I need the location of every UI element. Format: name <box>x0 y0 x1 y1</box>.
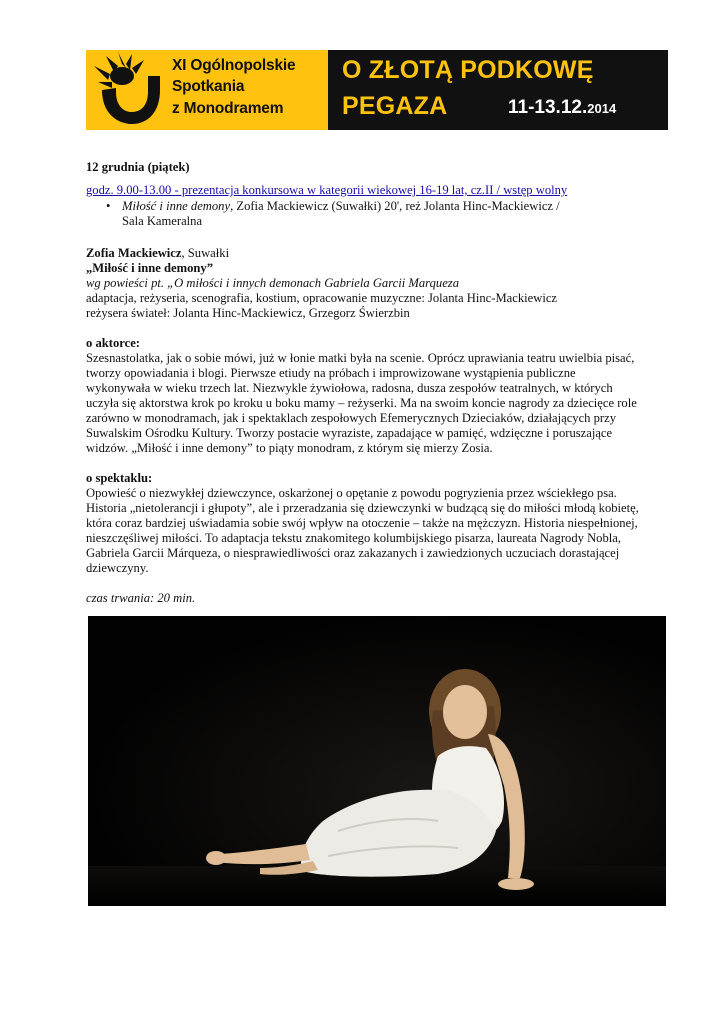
performer-city: , Suwałki <box>181 246 230 260</box>
performer-line <box>86 246 668 261</box>
text-line: Opowieść o niezwykłej dziewczynce, oskarżonej o opętanie z powodu pogryzienia przez wściekłego psa. <box>86 486 617 500</box>
text-line: która coraz bardziej uświadamia sobie swój wpływ na otoczenie – także na mężczyzn. Historia niespełnionej, <box>86 516 638 530</box>
list-item <box>106 199 668 229</box>
text-line: tworzy opowiadania i blogi. Pierwsze etiudy na próbach i improwizowane wystąpienia publiczne <box>86 366 576 380</box>
session-link[interactable]: godz. 9.00-13.00 - prezentacja konkursowa w kategorii wiekowej 16-19 lat, cz.II / wstęp wolny <box>86 183 568 197</box>
source-line: wg powieści pt. „O miłości i innych demonach Gabriela Garcii Marqueza <box>86 276 459 290</box>
about-actress-text <box>86 351 668 456</box>
festival-banner <box>86 50 668 130</box>
list-item-details: , Zofia Mackiewicz (Suwałki) 20', reż Jolanta Hinc-Mackiewicz / <box>230 199 560 213</box>
text-line: dziewczyny. <box>86 561 149 575</box>
text-line: wykonywała w wieku trzech lat. Niezwykle żywiołowa, radosna, dusza zespołów teatralnych, w których <box>86 381 613 395</box>
text-line: uczyła się aktorstwa krok po kroku u boku mamy – reżyserki. Ma na swoim koncie nagrody za dziecięce role <box>86 396 637 410</box>
horseshoe-wing-logo-icon <box>88 52 168 128</box>
banner-headline: O ZŁOTĄ PODKOWĘ <box>342 56 594 84</box>
credits-line-2: reżysera świateł: Jolanta Hinc-Mackiewicz, Grzegorz Świerzbin <box>86 306 410 320</box>
text-line: Gabriela Garcii Márqueza, o niesprawiedliwości oraz zakazanych i zawiedzionych uczuciach dorastającej <box>86 546 620 560</box>
credits-line-1: adaptacja, reżyseria, scenografia, kostium, opracowanie muzyczne: Jolanta Hinc-Mackiewicz <box>86 291 557 305</box>
bullet-dot: • <box>106 199 111 213</box>
list-item-venue: Sala Kameralna <box>122 214 203 228</box>
banner-black-panel <box>328 50 668 130</box>
performance-photo <box>88 616 666 906</box>
date-heading: 12 grudnia (piątek) <box>86 160 190 174</box>
show-title-italic: Miłość i inne demony <box>122 199 231 213</box>
banner-date-range: 11-13.12. <box>508 97 588 118</box>
text-line: Suwalskim Ośrodku Kultury. Tworzy postacie wyraziste, zapadające w pamięć, wdzięczne i poruszające <box>86 426 613 440</box>
text-line: Szesnastolatka, jak o sobie mówi, już w łonie matki była na scenie. Oprócz uprawiania teatru uwielbia pisać, <box>86 351 635 365</box>
banner-headline-2: PEGAZA <box>342 92 448 120</box>
banner-dates <box>508 97 616 120</box>
actress-on-stage-image <box>88 616 666 906</box>
banner-title-line1: XI Ogólnopolskie <box>172 57 296 74</box>
list-item-text <box>122 199 560 229</box>
text-line: nieszczęśliwej miłości. To adaptacja tekstu znakomitego kolumbijskiego pisarza, laureata Nagrody Nobla, <box>86 531 622 545</box>
duration: czas trwania: 20 min. <box>86 591 196 605</box>
performance-title: „Miłość i inne demony” <box>86 261 213 275</box>
about-show-heading: o spektaklu: <box>86 471 153 485</box>
text-line: Historia „nietolerancji i głupoty”, ale i przeradzania się dziewczynki w budzącą się do miłości młodą kobietę, <box>86 501 639 515</box>
banner-yellow-panel <box>86 50 328 130</box>
document-body <box>86 160 668 606</box>
text-line: widzów. „Miłość i inne demony” to piąty monodram, z którym się mierzy Zosia. <box>86 441 493 455</box>
banner-title-line2: Spotkania <box>172 78 245 95</box>
performer-name: Zofia Mackiewicz <box>86 246 182 260</box>
banner-title-line3: z Monodramem <box>172 100 284 117</box>
about-show-text <box>86 486 668 576</box>
banner-year: 2014 <box>587 101 617 116</box>
about-actress-heading: o aktorce: <box>86 336 140 350</box>
text-line: zarówno w monodramach, jak i spektaklach zespołowych Efemerycznych Dzieciaków, działających przy <box>86 411 616 425</box>
